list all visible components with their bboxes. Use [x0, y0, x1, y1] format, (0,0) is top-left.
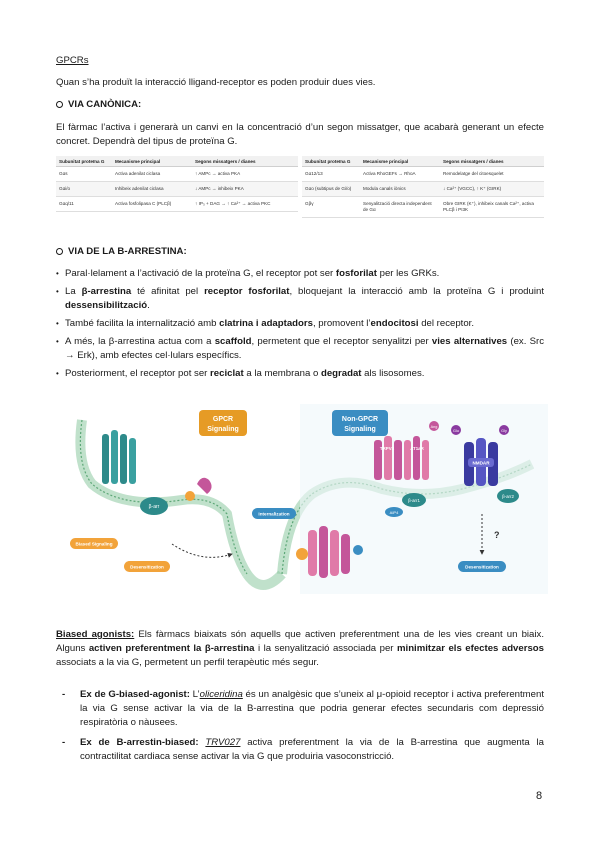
page-number: 8 [536, 790, 543, 802]
table-row: Gαs Activa adenilat ciclasa ↑ AMPc → activa PKA [56, 167, 298, 182]
svg-text:Internalization: Internalization [258, 511, 290, 517]
list-item: - Ex de G-biased-agonist: L’oliceridina és un analgèsic que s’uneix al μ-opioid receptor i activa preferentment la via G sense activar la via de la B-arrestina que podria generar efectes secundaris com depressió respiratòria o nàusees. [62, 689, 544, 728]
svg-text:TRPV4: TRPV4 [379, 446, 395, 451]
svg-text:Non-GPCR: Non-GPCR [341, 416, 379, 423]
svg-text:AIP4: AIP4 [389, 510, 399, 515]
table-header: Mecanisme principal [360, 156, 440, 167]
svg-text:Biased Signaling: Biased Signaling [75, 541, 113, 547]
gpcr-signaling-figure [62, 404, 550, 604]
table-row: Gβγ Senyalització directa independent de Gα Obre GIRK (K⁺), inhibeix canals Ca²⁺, activa PLCβ i PI3K [302, 197, 544, 218]
arrestin-bullet-list [56, 267, 544, 385]
list-item: • Paral·lelament a l’activació de la proteïna G, el receptor pot ser fosforilat per les GRKs. [56, 267, 544, 281]
table-header: Subunitat proteïna G [56, 156, 112, 167]
table-row: Gαq/11 Activa fosfolipasa C (PLCβ) ↑ IP₃ + DAG → ↑ Ca²⁺ → activa PKC [56, 197, 298, 212]
list-item: - Ex de B-arrestin-biased: TRV027 activa preferentment la via de la B-arrestina que augmenta la contractilitat cardiaca sense activar la via G que produiria vasoconstricció. [62, 737, 544, 762]
svg-text:β-arr2: β-arr2 [502, 494, 514, 499]
svg-text:Desensitization: Desensitization [465, 564, 499, 570]
table-header: Mecanisme principal [112, 156, 192, 167]
svg-text:β-arr: β-arr [148, 504, 160, 510]
svg-text:Gly: Gly [501, 429, 507, 433]
svg-text:Desensitization: Desensitization [130, 564, 164, 570]
table-row: Gα12/13 Activa RhoGEFs → RhoA Remodelatge del citoesquelet [302, 167, 544, 182]
bullet-circle-icon [56, 248, 63, 255]
g-protein-table-right [302, 156, 544, 218]
at1ar-receptor [404, 436, 429, 480]
svg-text:Signaling: Signaling [344, 426, 376, 433]
svg-text:Signaling: Signaling [207, 426, 239, 433]
svg-text:β-arr1: β-arr1 [408, 498, 420, 503]
table-row: Gαo (subtipus de Gi/o) Modula canals iònics ↓ Ca²⁺ (VGCC), ↑ K⁺ (GIRK) [302, 182, 544, 197]
list-item: • Posteriorment, el receptor pot ser reciclat a la membrana o degradat als lisosomes. [56, 367, 544, 381]
table-header: Subunitat proteïna G [302, 156, 360, 167]
svg-text:AT1aR: AT1aR [410, 446, 424, 451]
section-title: GPCRs [56, 55, 89, 66]
intro-text: Quan s’ha produït la interacció lligand-receptor es poden produir dues vies. [56, 77, 376, 88]
svg-text:Ang: Ang [430, 425, 438, 429]
question-mark: ? [494, 530, 500, 540]
list-item: • A més, la β-arrestina actua com a scaffold, permetent que el receptor senyalitzi per vies alternatives (ex. Src → Erk), amb efectes cel·lulars específics. [56, 335, 544, 363]
list-item: • També facilita la internalització amb clatrina i adaptadors, promovent l’endocitosi del receptor. [56, 317, 544, 331]
canonical-paragraph: El fàrmac l’activa i generarà un canvi en la concentració d’un segon missatger, que acabarà generant un efecte concret. Dependrà del tipus de proteïna G. [56, 122, 544, 147]
canonical-heading: VIA CANÒNICA: [56, 99, 544, 110]
table-header: Segons missatgers / dianes [440, 156, 544, 167]
table-row: Gαi/o Inhibeix adenilat ciclasa ↓ AMPc → inhibeix PKA [56, 182, 298, 197]
svg-text:NMDAR: NMDAR [472, 460, 490, 466]
svg-text:Glu: Glu [453, 429, 459, 433]
table-header: Segons missatgers / dianes [192, 156, 298, 167]
trpv4-channel [374, 436, 402, 480]
examples-list [56, 688, 544, 770]
arrestin-heading: VIA DE LA B-ARRESTINA: [56, 246, 544, 257]
list-item: • La β-arrestina té afinitat pel receptor fosforilat, bloquejant la interacció amb la proteïna G i produint dessensibilització. [56, 285, 544, 313]
biased-agonists-paragraph: Biased agonists: Els fàrmacs biaixats són aquells que activen preferentment una de les vies creant un biaix. Alguns activen preferentment la β-arrestina i la senyalització associada per minimitzar els efectes adversos associats a la via G, permetent un perfil terapèutic més segur. [56, 629, 544, 668]
gpcr-title-line: GPCR [212, 416, 234, 423]
bullet-circle-icon [56, 101, 63, 108]
g-protein-table-left [56, 156, 298, 212]
